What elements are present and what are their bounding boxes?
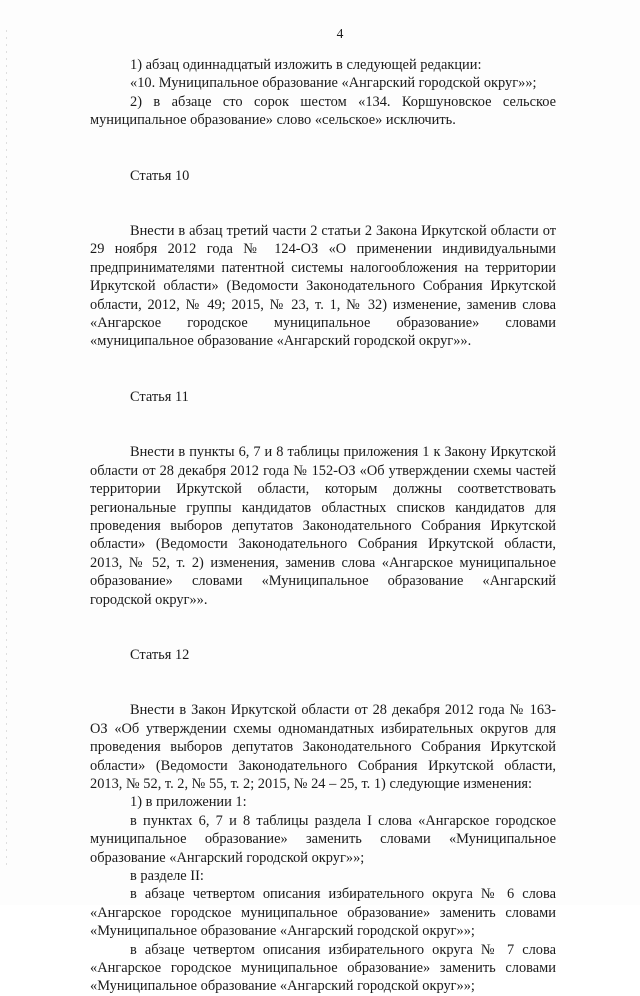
paragraph: «10. Муниципальное образование «Ангарский городской округ»»; <box>130 75 537 92</box>
paragraph: Внести в пункты 6, 7 и 8 таблицы приложения 1 к Закону Иркутской области от 28 декабря 2012 года № 152-ОЗ «Об утверждении схемы частей территории Иркутской области, которым должны соответствовать региональные группы кандидатов областных списков кандидатов для проведения выборов депутатов Законодательного Собрания Иркутской области» (Ведомости Законодательного Собрания Иркутской области, 2013, № 52, т. 2) изменения, заменив слова «Ангарское муниципальное образование» словами «Муниципальное образование «Ангарский городской округ»». <box>90 444 556 608</box>
paragraph: 1) в приложении 1: <box>130 794 247 811</box>
document-body <box>90 56 556 996</box>
paragraph: Внести в абзац третий части 2 статьи 2 Закона Иркутской области от 29 ноября 2012 года № 124-ОЗ «О применении индивидуальными предпринимателями патентной системы налогообложения на территории Иркутской области» (Ведомости Законодательного Собрания Иркутской области, 2012, № 49; 2015, № 23, т. 1, № 32) изменение, заменив слова «Ангарское городское муниципальное образование» словами «муниципальное образование «Ангарский городской округ»». <box>90 223 556 350</box>
paragraph: 1) абзац одиннадцатый изложить в следующей редакции: <box>130 57 482 73</box>
paragraph: в пунктах 6, 7 и 8 таблицы раздела I слова «Ангарское городское муниципальное образование» заменить словами «Муниципальное образование «Ангарский городской округ»»; <box>90 812 556 866</box>
paragraph-gap <box>90 609 556 646</box>
article-heading: Статья 12 <box>130 646 190 663</box>
article-heading: Статья 11 <box>130 388 189 405</box>
page-number: 4 <box>336 26 344 41</box>
paragraph: 2) в абзаце сто сорок шестом «134. Коршуновское сельское муниципальное образование» слово «сельское» исключить. <box>90 93 556 129</box>
paragraph-gap <box>90 351 556 388</box>
paragraph-gap <box>90 130 556 167</box>
paragraph-gap <box>90 406 556 443</box>
paragraph-gap <box>90 664 556 701</box>
article-heading: Статья 10 <box>130 167 190 184</box>
paragraph: в абзаце четвертом описания избирательного округа № 7 слова «Ангарское городское муниципальное образование» заменить словами «Муниципальное образование «Ангарский городской округ»»; <box>90 941 556 995</box>
paragraph: в абзаце четвертом описания избирательного округа № 6 слова «Ангарское городское муниципальное образование» заменить словами «Муниципальное образование «Ангарский городской округ»»; <box>90 886 556 940</box>
paragraph: Внести в Закон Иркутской области от 28 декабря 2012 года № 163-ОЗ «Об утверждении схемы одномандатных избирательных округов для проведения выборов депутатов Законодательного Собрания Иркутской области» (Ведомости Законодательного Собрания Иркутской области, 2013, № 52, т. 2, № 55, т. 2; 2015, № 24 – 25, т. 1) следующие изменения: <box>90 702 556 792</box>
paragraph-gap <box>90 185 556 222</box>
paragraph: в разделе II: <box>130 868 204 884</box>
scan-edge <box>6 30 7 870</box>
